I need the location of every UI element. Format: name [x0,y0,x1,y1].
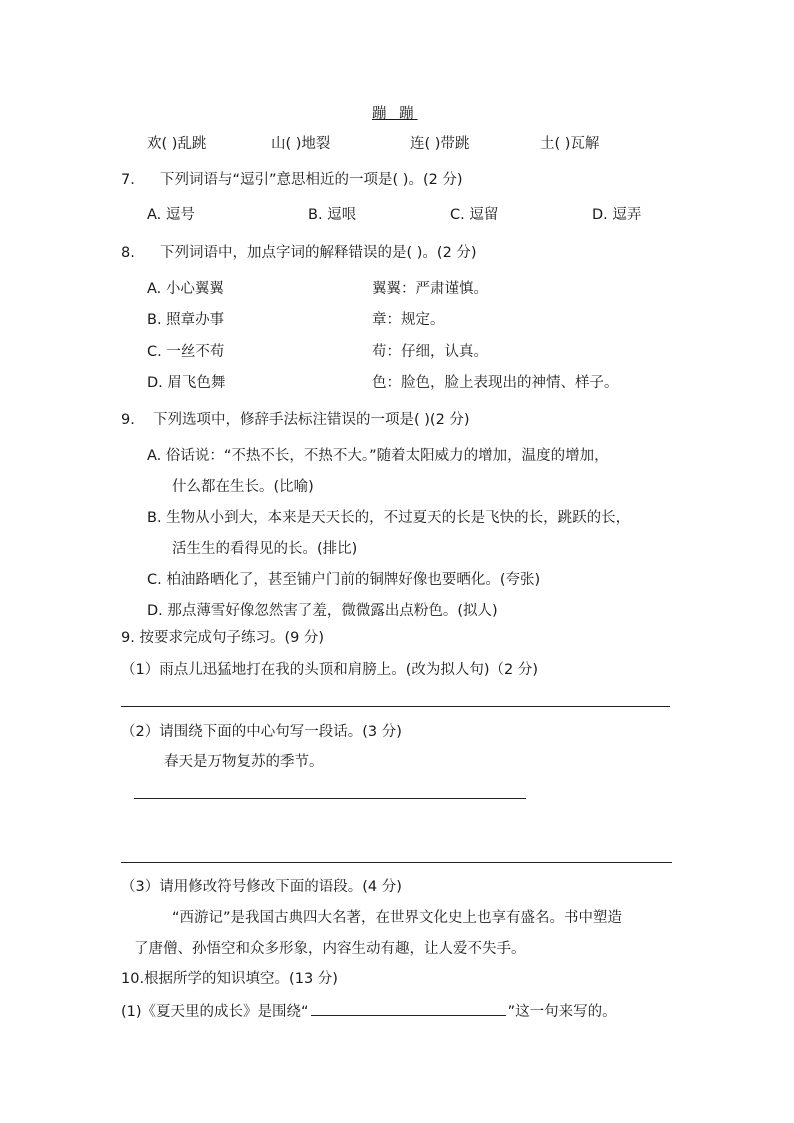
q10-part1 [121,1001,617,1022]
q9b-part2-center-sentence: 春天是万物复苏的季节。 [164,754,324,770]
q8-stem: 下列词语中，加点字词的解释错误的是( )。(2 分) [160,245,477,261]
q7-stem: 下列词语与“逗引”意思相近的一项是( )。(2 分) [160,172,463,188]
q9b-part3: （3）请用修改符号修改下面的语段。(4 分) [121,879,402,895]
q7-number: 7. [121,172,135,188]
q8-explanation-c: 苟：仔细，认真。 [372,344,488,360]
q9a-stem: 下列选项中，修辞手法标注错误的一项是( )(2 分) [153,412,470,428]
q8-option-d: D. 眉飞色舞 [147,375,226,391]
q9a-option-a-line2: 什么都在生长。(比喻) [172,479,314,495]
q9b-part3-passage-line2: 了唐僧、孙悟空和众多形象，内容生动有趣，让人爱不失手。 [134,941,526,957]
q9a-option-b-line2: 活生生的看得见的长。(排比) [172,541,358,557]
answer-line-3[interactable] [121,862,672,863]
q9a-option-d: D. 那点薄雪好像忽然害了羞，微微露出点粉色。(拟人) [147,603,498,619]
q10-heading: 10.根据所学的知识填空。(13 分) [121,971,338,987]
q8-option-a: A. 小心翼翼 [147,281,224,297]
q8-explanation-d: 色：脸色，脸上表现出的神情、样子。 [372,375,619,391]
q9a-number: 9. [121,412,135,428]
q9b-heading: 9. 按要求完成句子练习。(9 分) [121,630,325,646]
q9a-option-b-line1: B. 生物从小到大，本来是天天长的，不过夏天的长是飞快的长，跳跃的长， [147,510,631,526]
q8-number: 8. [121,245,135,261]
q9b-part1: （1）雨点儿迅猛地打在我的头顶和肩膀上。(改为拟人句)（2 分) [121,662,539,678]
idiom-1: 欢( )乱跳 [147,136,207,152]
q7-option-a: A. 逗号 [147,207,195,223]
q8-option-c: C. 一丝不苟 [147,344,225,360]
q9a-option-c: C. 柏油路晒化了，甚至铺户门前的铜牌好像也要晒化。(夸张) [147,572,541,588]
idiom-2: 山( )地裂 [271,136,331,152]
q9b-part2: （2）请围绕下面的中心句写一段话。(3 分) [121,724,402,740]
q7-option-c: C. 逗留 [450,207,499,223]
idiom-3: 连( )带跳 [410,136,470,152]
q9a-option-a-line1: A. 俗话说：“不热不长，不热不大。”随着太阳威力的增加，温度的增加， [147,448,609,464]
answer-line-1[interactable] [121,706,670,707]
q7-option-d: D. 逗弄 [592,207,642,223]
q10-part1-prefix: (1)《夏天里的成长》是围绕“ [121,1004,309,1020]
idiom-4: 土( )瓦解 [540,136,600,152]
q9b-part3-passage-line1: “西游记”是我国古典四大名著，在世界文化史上也享有盛名。书中塑造 [172,910,623,926]
title-word: 蹦 蹦 [372,106,418,122]
q7-option-b: B. 逗哏 [308,207,357,223]
q8-explanation-a: 翼翼：严肃谨慎。 [372,281,488,297]
q8-explanation-b: 章：规定。 [372,312,445,328]
q10-part1-suffix: ”这一句来写的。 [507,1004,617,1020]
q8-option-b: B. 照章办事 [147,312,225,328]
q10-part1-blank[interactable] [311,1001,506,1016]
answer-line-2[interactable] [134,798,526,799]
